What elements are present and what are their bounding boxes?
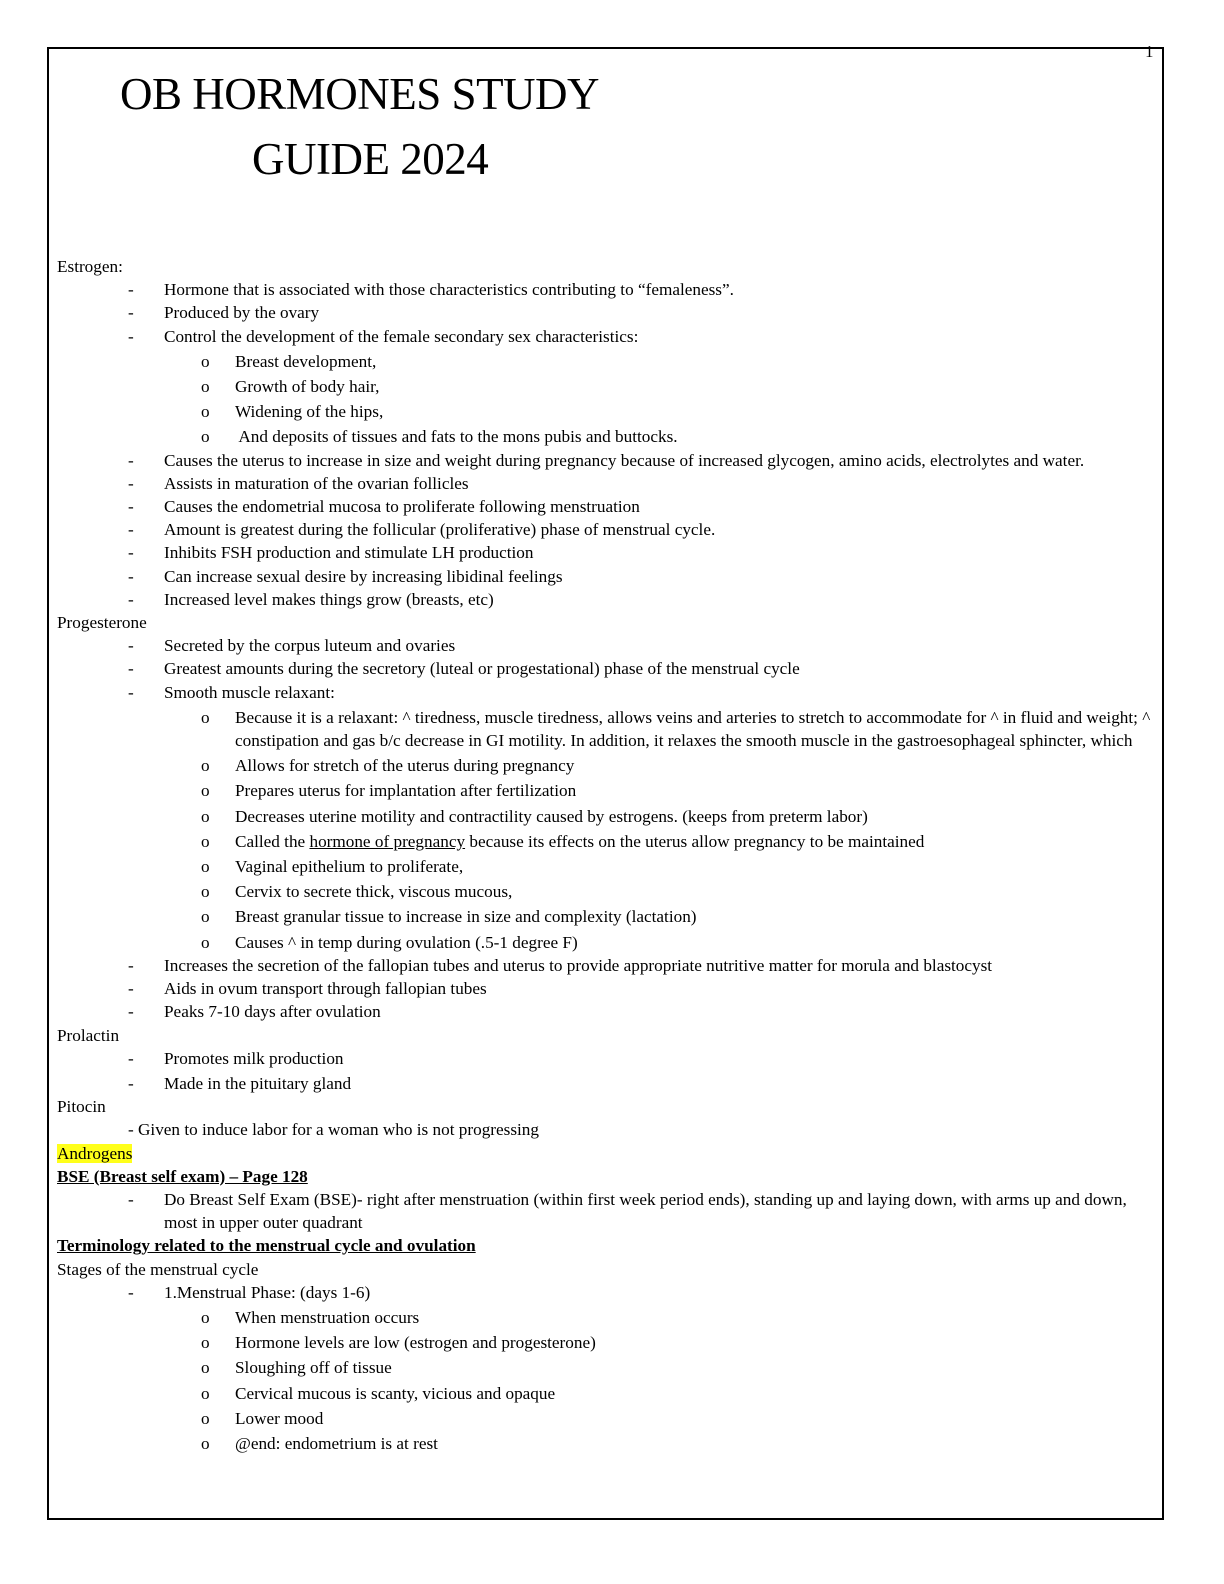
list-item: - Can increase sexual desire by increasing libidinal feelings <box>57 565 1157 588</box>
page-title-line-1: OB HORMONES STUDY <box>120 69 600 119</box>
circle-bullet: o <box>201 402 210 422</box>
sub-list-item: o Allows for stretch of the uterus during pregnancy <box>57 754 1157 777</box>
sub-list-item: o Hormone levels are low (estrogen and progesterone) <box>57 1331 1157 1354</box>
list-item: - Greatest amounts during the secretory (luteal or progestational) phase of the menstrual cycle <box>57 657 1157 680</box>
terminology-heading: Terminology related to the menstrual cycle and ovulation <box>57 1236 476 1256</box>
list-item: - Aids in ovum transport through fallopian tubes <box>57 977 1157 1000</box>
sub-list-item: o Cervical mucous is scanty, vicious and opaque <box>57 1382 1157 1405</box>
hormone-of-pregnancy-term: hormone of pregnancy <box>309 831 466 851</box>
dash-bullet: - <box>128 543 134 563</box>
sub-list-item: o Cervix to secrete thick, viscous mucous, <box>57 880 1157 903</box>
sub-list-item: o Sloughing off of tissue <box>57 1356 1157 1379</box>
dash-bullet: - <box>128 1282 134 1302</box>
circle-bullet: o <box>201 377 210 397</box>
dash-bullet: - <box>128 979 134 999</box>
dash-bullet: - <box>128 303 134 323</box>
list-item: - Inhibits FSH production and stimulate LH production <box>57 541 1157 564</box>
dash-bullet: - <box>128 280 134 300</box>
sub-list-item: o Causes ^ in temp during ovulation (.5-1 degree F) <box>57 931 1157 954</box>
list-item: - Increases the secretion of the fallopian tubes and uterus to provide appropriate nutritive matter for morula and blastocyst <box>57 954 1157 977</box>
dash-bullet: - <box>128 589 134 609</box>
circle-bullet: o <box>201 1358 210 1378</box>
sub-list-item: o Called the hormone of pregnancy because its effects on the uterus allow pregnancy to be maintained <box>57 830 1157 853</box>
sub-list-item: o Prepares uterus for implantation after fertilization <box>57 779 1157 802</box>
dash-bullet: - <box>128 682 134 702</box>
circle-bullet: o <box>201 1333 210 1353</box>
dash-bullet: - <box>128 1002 134 1022</box>
dash-bullet: - <box>128 450 134 470</box>
circle-bullet: o <box>201 1307 210 1327</box>
list-item: - Amount is greatest during the follicular (proliferative) phase of menstrual cycle. <box>57 518 1157 541</box>
list-item: - Smooth muscle relaxant: <box>57 681 1157 704</box>
circle-bullet: o <box>201 857 210 877</box>
estrogen-heading: Estrogen: <box>57 257 123 276</box>
sub-list-item: o Vaginal epithelium to proliferate, <box>57 855 1157 878</box>
dash-bullet: - <box>128 326 134 346</box>
circle-bullet: o <box>201 756 210 776</box>
list-item: - 1.Menstrual Phase: (days 1-6) <box>57 1281 1157 1304</box>
circle-bullet: o <box>201 932 210 952</box>
circle-bullet: o <box>201 427 210 447</box>
sub-list-item: o Breast granular tissue to increase in size and complexity (lactation) <box>57 905 1157 928</box>
page-number: 1 <box>1145 42 1154 61</box>
dash-bullet: - <box>128 473 134 493</box>
pitocin-line: - Given to induce labor for a woman who is not progressing <box>128 1120 539 1140</box>
circle-bullet: o <box>201 1408 210 1428</box>
sub-list-item: o And deposits of tissues and fats to the mons pubis and buttocks. <box>57 425 1157 448</box>
sub-list-item: o Growth of body hair, <box>57 375 1157 398</box>
list-item: - Promotes milk production <box>57 1047 1157 1070</box>
list-item: - Assists in maturation of the ovarian follicles <box>57 472 1157 495</box>
dash-bullet: - <box>128 1048 134 1068</box>
dash-bullet: - <box>128 955 134 975</box>
dash-bullet: - <box>128 520 134 540</box>
list-item: - Produced by the ovary <box>57 301 1157 324</box>
list-item: - Secreted by the corpus luteum and ovaries <box>57 634 1157 657</box>
sub-list-item: o Decreases uterine motility and contractility caused by estrogens. (keeps from preterm labor) <box>57 805 1157 828</box>
page-title-line-2: GUIDE 2024 <box>252 134 489 184</box>
circle-bullet: o <box>201 781 210 801</box>
sub-list-item: o Breast development, <box>57 350 1157 373</box>
circle-bullet: o <box>201 1383 210 1403</box>
list-item: - Increased level makes things grow (breasts, etc) <box>57 588 1157 611</box>
pitocin-heading: Pitocin <box>57 1097 106 1117</box>
list-item: - Causes the uterus to increase in size and weight during pregnancy because of increased glycogen, amino acids, electrolytes and water. <box>57 449 1157 472</box>
androgens-heading: Androgens <box>57 1143 133 1163</box>
dash-bullet: - <box>128 497 134 517</box>
circle-bullet: o <box>201 707 210 727</box>
list-item: - Control the development of the female secondary sex characteristics: <box>57 325 1157 348</box>
list-item: - Made in the pituitary gland <box>57 1072 1157 1095</box>
sub-list-item: o Lower mood <box>57 1407 1157 1430</box>
list-item: - Do Breast Self Exam (BSE)- right after menstruation (within first week period ends), standing up and laying down, with arms up and down, most in upper outer quadrant <box>128 1189 1127 1233</box>
dash-bullet: - <box>128 659 134 679</box>
progesterone-heading: Progesterone <box>57 613 147 633</box>
circle-bullet: o <box>201 806 210 826</box>
circle-bullet: o <box>201 882 210 902</box>
circle-bullet: o <box>201 831 210 851</box>
sub-list-item: o Because it is a relaxant: ^ tiredness, muscle tiredness, allows veins and arteries to stretch to accommodate for ^ in fluid and weight; ^ constipation and gas b/c decrease in GI motility. In addition, it relaxes the smooth muscle in the gastroesophageal sphincter, which <box>201 707 1151 751</box>
dash-bullet: - <box>128 1073 134 1093</box>
bse-heading: BSE (Breast self exam) – Page 128 <box>57 1166 308 1186</box>
list-item: - Peaks 7-10 days after ovulation <box>57 1000 1157 1023</box>
list-item: - Hormone that is associated with those characteristics contributing to “femaleness”. <box>57 278 1157 301</box>
list-item: - Causes the endometrial mucosa to proliferate following menstruation <box>57 495 1157 518</box>
sub-list-item: o When menstruation occurs <box>57 1306 1157 1329</box>
sub-list-item: o @end: endometrium is at rest <box>57 1432 1157 1455</box>
prolactin-heading: Prolactin <box>57 1025 120 1045</box>
circle-bullet: o <box>201 907 210 927</box>
dash-bullet: - <box>128 566 134 586</box>
circle-bullet: o <box>201 1433 210 1453</box>
circle-bullet: o <box>201 351 210 371</box>
sub-list-item: o Widening of the hips, <box>57 400 1157 423</box>
document-body <box>57 255 1157 1455</box>
stages-heading: Stages of the menstrual cycle <box>57 1259 259 1279</box>
dash-bullet: - <box>128 636 134 656</box>
dash-bullet: - <box>128 1189 134 1209</box>
